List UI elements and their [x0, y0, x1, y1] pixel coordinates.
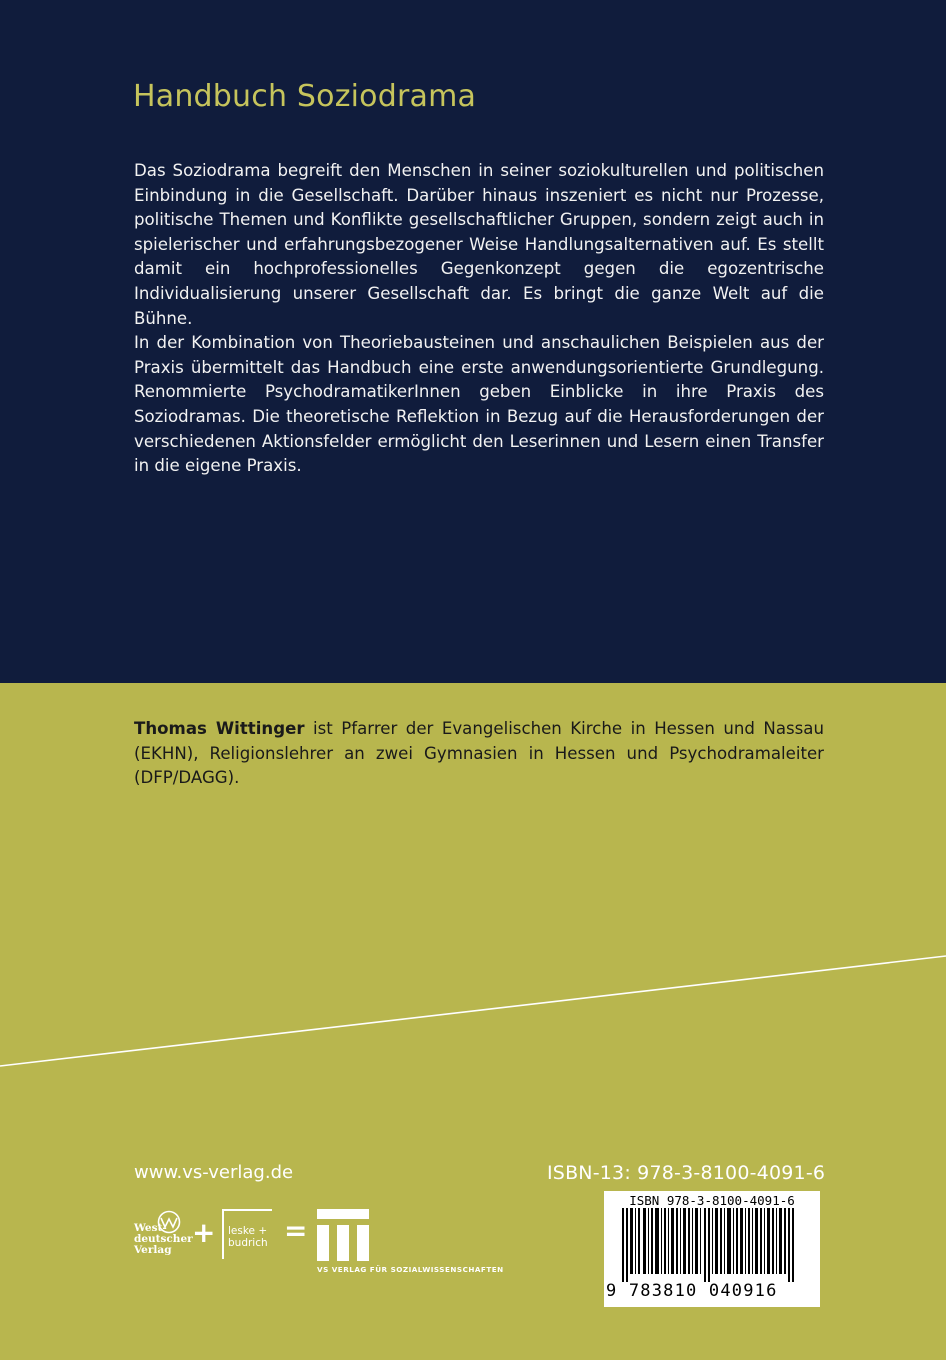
vs-verlag-logo: [317, 1209, 504, 1274]
plus-sign: +: [192, 1216, 216, 1249]
description: [134, 159, 824, 479]
book-title: Handbuch Soziodrama: [133, 79, 477, 114]
wd-line-3: Verlag: [134, 1244, 172, 1256]
diagonal-line: [0, 950, 946, 1070]
website-link[interactable]: www.vs-verlag.de: [134, 1162, 294, 1183]
barcode-isbn-text: ISBN 978-3-8100-4091-6: [629, 1193, 795, 1208]
barcode-bars: [612, 1208, 812, 1282]
isbn-barcode: [604, 1191, 820, 1307]
equals-sign: =: [284, 1214, 308, 1247]
description-paragraph-1: Das Soziodrama begreift den Menschen in seiner soziokulturellen und politischen Einbindung in die Gesellschaft. Darüber hinaus inszeniert es nicht nur Prozesse, politische Themen und Konflikte gesellschaftlicher Gruppen, sondern zeigt auch in spielerischer und erfahrungsbezogener Weise Handlungsalternativen auf. Es stellt damit ein hochprofessionelles Gegenkonzept gegen die egozentrische Individualisierung unserer Gesellschaft dar. Es bringt die ganze Welt auf die Bühne.: [134, 161, 824, 328]
westdeutscher-verlag-logo: [134, 1210, 193, 1276]
description-paragraph-2: In der Kombination von Theoriebausteinen und anschaulichen Beispielen aus der Praxis übermittelt das Handbuch eine erste anwendungsorientierte Grundlegung. Renommierte PsychodramatikerInnen geben Einblicke in ihre Praxis des Soziodramas. Die theoretische Reflektion in Bezug auf die Herausforderungen der verschiedenen Aktionsfelder ermöglicht den Leserinnen und Lesern einen Transfer in die eigene Praxis.: [134, 333, 824, 476]
wd-line-2: deutscher: [134, 1233, 193, 1245]
author-name: Thomas Wittinger: [134, 719, 305, 738]
lb-line-1: leske +: [228, 1225, 268, 1237]
isbn-label: ISBN-13: 978-3-8100-4091-6: [547, 1162, 826, 1184]
leske-budrich-logo: [222, 1209, 272, 1259]
author-bio: [134, 717, 824, 791]
vs-verlag-caption: VS VERLAG FÜR SOZIALWISSENSCHAFTEN: [317, 1265, 504, 1274]
barcode-digits: 9 783810 040916: [606, 1281, 778, 1301]
vs-verlag-mark-icon: [317, 1209, 369, 1261]
lb-line-2: budrich: [228, 1237, 268, 1249]
wd-line-1: West-: [134, 1222, 167, 1234]
author-bio-text: ist Pfarrer der Evangelischen Kirche in Hessen und Nassau (EKHN), Religionslehrer an zwei Gymnasien in Hessen und Psychodramaleiter (DFP/DAGG).: [134, 719, 824, 788]
